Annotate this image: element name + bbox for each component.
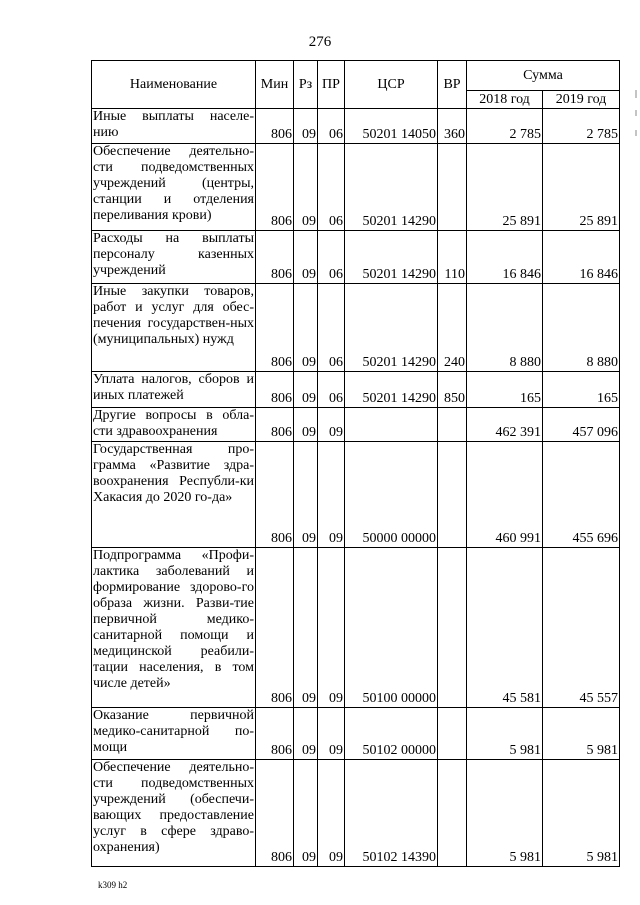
row-name: Иные закупки товаров, работ и услуг для обес-печения государствен-ных (муниципальных) нужд bbox=[92, 284, 256, 372]
row-sum-2019: 2 785 bbox=[543, 109, 620, 144]
row-name: Обеспечение деятельно-сти подведомственных учреждений (обеспечи-вающих предоставление услуг в сфере здраво-охранения) bbox=[92, 760, 256, 867]
table-row bbox=[92, 231, 620, 284]
row-rz: 09 bbox=[294, 548, 318, 708]
table-row bbox=[92, 109, 620, 144]
row-csr: 50000 00000 bbox=[345, 442, 438, 548]
row-name: Другие вопросы в обла-сти здравоохранения bbox=[92, 408, 256, 442]
row-pr: 06 bbox=[318, 372, 345, 408]
budget-table bbox=[91, 60, 620, 867]
row-pr: 09 bbox=[318, 708, 345, 760]
row-rz: 09 bbox=[294, 760, 318, 867]
row-sum-2018: 5 981 bbox=[467, 760, 543, 867]
row-vr: 850 bbox=[438, 372, 467, 408]
row-sum-2019: 165 bbox=[543, 372, 620, 408]
row-csr bbox=[345, 408, 438, 442]
table-row bbox=[92, 442, 620, 548]
table-row bbox=[92, 372, 620, 408]
row-sum-2019: 16 846 bbox=[543, 231, 620, 284]
row-vr bbox=[438, 408, 467, 442]
row-pr: 06 bbox=[318, 109, 345, 144]
row-sum-2018: 16 846 bbox=[467, 231, 543, 284]
header-name: Наименование bbox=[92, 61, 256, 109]
header-vr: ВР bbox=[438, 61, 467, 109]
row-sum-2019: 5 981 bbox=[543, 708, 620, 760]
row-sum-2018: 460 991 bbox=[467, 442, 543, 548]
footer-code: k309 h2 bbox=[98, 880, 128, 890]
row-vr bbox=[438, 708, 467, 760]
row-sum-2019: 45 557 bbox=[543, 548, 620, 708]
row-sum-2018: 8 880 bbox=[467, 284, 543, 372]
row-pr: 06 bbox=[318, 144, 345, 231]
row-vr bbox=[438, 760, 467, 867]
table-row bbox=[92, 760, 620, 867]
row-rz: 09 bbox=[294, 284, 318, 372]
row-rz: 09 bbox=[294, 372, 318, 408]
row-sum-2018: 165 bbox=[467, 372, 543, 408]
row-rz: 09 bbox=[294, 144, 318, 231]
header-csr: ЦСР bbox=[345, 61, 438, 109]
page-number: 276 bbox=[308, 34, 332, 50]
row-csr: 50201 14050 bbox=[345, 109, 438, 144]
row-vr: 110 bbox=[438, 231, 467, 284]
row-sum-2018: 2 785 bbox=[467, 109, 543, 144]
row-vr: 360 bbox=[438, 109, 467, 144]
row-name: Уплата налогов, сборов и иных платежей bbox=[92, 372, 256, 408]
row-min: 806 bbox=[256, 372, 294, 408]
row-min: 806 bbox=[256, 708, 294, 760]
row-vr bbox=[438, 442, 467, 548]
row-rz: 09 bbox=[294, 442, 318, 548]
row-name: Подпрограмма «Профи-лактика заболеваний и формирование здорово-го образа жизни. Разви-тие первичной медико-санитарной помощи и медицинской реабили-тации населения, в том числе детей» bbox=[92, 548, 256, 708]
row-csr: 50201 14290 bbox=[345, 231, 438, 284]
row-name: Государственная про-грамма «Развитие здра-воохранения Республи-ки Хакасия до 2020 го-да» bbox=[92, 442, 256, 548]
scan-mark bbox=[632, 90, 640, 150]
row-rz: 09 bbox=[294, 231, 318, 284]
row-min: 806 bbox=[256, 408, 294, 442]
header-year-2018: 2018 год bbox=[467, 91, 543, 109]
table-row bbox=[92, 548, 620, 708]
row-min: 806 bbox=[256, 109, 294, 144]
row-sum-2018: 5 981 bbox=[467, 708, 543, 760]
row-sum-2019: 25 891 bbox=[543, 144, 620, 231]
row-name: Иные выплаты населе-нию bbox=[92, 109, 256, 144]
row-vr bbox=[438, 144, 467, 231]
row-pr: 06 bbox=[318, 284, 345, 372]
row-sum-2018: 25 891 bbox=[467, 144, 543, 231]
row-rz: 09 bbox=[294, 109, 318, 144]
header-min: Мин bbox=[256, 61, 294, 109]
row-csr: 50102 00000 bbox=[345, 708, 438, 760]
row-csr: 50201 14290 bbox=[345, 284, 438, 372]
row-min: 806 bbox=[256, 760, 294, 867]
table-row bbox=[92, 708, 620, 760]
header-pr: ПР bbox=[318, 61, 345, 109]
row-pr: 09 bbox=[318, 408, 345, 442]
row-sum-2019: 455 696 bbox=[543, 442, 620, 548]
row-sum-2019: 8 880 bbox=[543, 284, 620, 372]
row-min: 806 bbox=[256, 284, 294, 372]
row-csr: 50201 14290 bbox=[345, 144, 438, 231]
row-pr: 06 bbox=[318, 231, 345, 284]
header-sum: Сумма bbox=[467, 61, 620, 91]
row-sum-2018: 462 391 bbox=[467, 408, 543, 442]
row-csr: 50100 00000 bbox=[345, 548, 438, 708]
table-row bbox=[92, 144, 620, 231]
row-pr: 09 bbox=[318, 760, 345, 867]
row-name: Обеспечение деятельно-сти подведомственных учреждений (центры, станции и отделения переливания крови) bbox=[92, 144, 256, 231]
row-min: 806 bbox=[256, 548, 294, 708]
table-row bbox=[92, 408, 620, 442]
row-rz: 09 bbox=[294, 408, 318, 442]
row-min: 806 bbox=[256, 231, 294, 284]
row-sum-2018: 45 581 bbox=[467, 548, 543, 708]
header-year-2019: 2019 год bbox=[543, 91, 620, 109]
row-min: 806 bbox=[256, 144, 294, 231]
row-pr: 09 bbox=[318, 548, 345, 708]
row-csr: 50102 14390 bbox=[345, 760, 438, 867]
row-csr: 50201 14290 bbox=[345, 372, 438, 408]
row-vr bbox=[438, 548, 467, 708]
row-min: 806 bbox=[256, 442, 294, 548]
table-row bbox=[92, 284, 620, 372]
row-vr: 240 bbox=[438, 284, 467, 372]
row-name: Расходы на выплаты персоналу казенных учреждений bbox=[92, 231, 256, 284]
row-name: Оказание первичной медико-санитарной по-мощи bbox=[92, 708, 256, 760]
row-sum-2019: 5 981 bbox=[543, 760, 620, 867]
row-rz: 09 bbox=[294, 708, 318, 760]
row-sum-2019: 457 096 bbox=[543, 408, 620, 442]
header-rz: Рз bbox=[294, 61, 318, 109]
row-pr: 09 bbox=[318, 442, 345, 548]
